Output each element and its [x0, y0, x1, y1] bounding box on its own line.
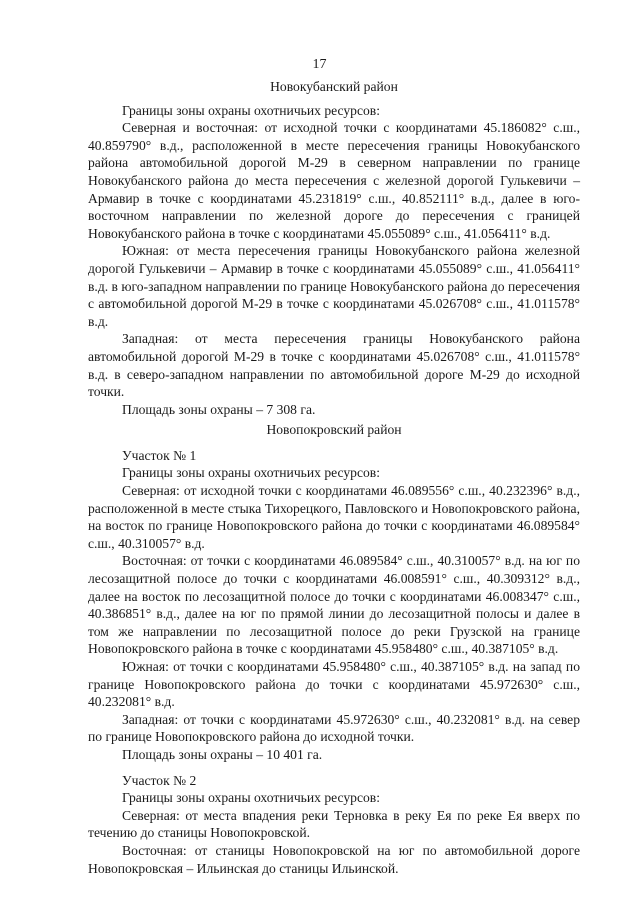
- paragraph: Восточная: от точки с координатами 46.089584° с.ш., 40.310057° в.д. на юг по лесозащитной полосе до точки с координатами 46.008591° с.ш., 40.309312° в.д., далее на восток по лесозащитной полосе до точки с координатами 46.008347° с.ш., 40.386851° в.д., далее на юг по прямой линии до лесозащитной полосы и далее в том же направлении по лесозащитной полосе до реки Грузской на границе Новопокровского района в точке с координатами 45.958480° с.ш., 40.387105° в.д.: [88, 553, 580, 657]
- paragraph: Северная и восточная: от исходной точки с координатами 45.186082° с.ш., 40.859790° в.д., расположенной в месте пересечения границы Новокубанского района автомобильной дорогой М-29 в северном направлении по границе Новокубанского района до места пересечения с железной дорогой Гулькевичи – Армавир в точке с координатами 45.231819° с.ш., 40.852111° в.д., далее в юго-восточном направлении по железной дороге до пересечения с границей Новокубанского района в точке с координатами 45.055089° с.ш., 41.056411° в.д.: [88, 120, 580, 241]
- section-heading-novopokrovsky: Новопокровский район: [266, 422, 402, 438]
- paragraph: Западная: от места пересечения границы Новокубанского района автомобильной дорогой М-29 в точке с координатами 45.026708° с.ш., 41.011578° в.д. в северо-западном направлении по автомобильной дороге М-29 до исходной точки.: [88, 331, 580, 400]
- paragraph: Западная: от точки с координатами 45.972630° с.ш., 40.232081° в.д. на север по границе Новопокровского района до исходной точки.: [88, 711, 580, 745]
- area-statement: Площадь зоны охраны – 7 308 га.: [122, 401, 316, 417]
- document-body: [88, 78, 580, 877]
- paragraph: Южная: от точки с координатами 45.958480° с.ш., 40.387105° в.д. на запад по границе Новопокровского района до точки с координатами 45.972630° с.ш., 40.232081° в.д.: [88, 659, 580, 710]
- paragraph: Восточная: от станицы Новопокровской на юг по автомобильной дороге Новопокровская – Ильинская до станицы Ильинской.: [88, 842, 580, 876]
- paragraph: Северная: от исходной точки с координатами 46.089556° с.ш., 40.232396° в.д., расположенной в месте стыка Тихорецкого, Павловского и Новопокровского района, на восток по границе Новопокровского района до точки с координатами 46.089584° с.ш., 40.310057° в.д.: [88, 483, 580, 551]
- plot-title: Участок № 1: [122, 447, 197, 463]
- paragraph: Границы зоны охраны охотничьих ресурсов:: [122, 465, 380, 481]
- page-number: 17: [312, 57, 327, 72]
- area-statement: Площадь зоны охраны – 10 401 га.: [122, 746, 323, 762]
- paragraph: Южная: от места пересечения границы Новокубанского района железной дорогой Гулькевичи – Армавир в точке с координатами 45.055089° с.ш., 41.056411° в.д. в юго-западном направлении по границе Новокубанского района до пересечения с автомобильной дорогой М-29 в точке с координатами 45.026708° с.ш., 41.011578° в.д.: [88, 243, 580, 329]
- plot-title: Участок № 2: [122, 772, 197, 788]
- paragraph: Границы зоны охраны охотничьих ресурсов:: [122, 102, 380, 118]
- paragraph: Границы зоны охраны охотничьих ресурсов:: [122, 790, 380, 806]
- paragraph: Северная: от места впадения реки Терновка в реку Ея по реке Ея вверх по течению до станицы Новопокровской.: [88, 807, 580, 841]
- section-heading-novokubansky: Новокубанский район: [270, 79, 398, 94]
